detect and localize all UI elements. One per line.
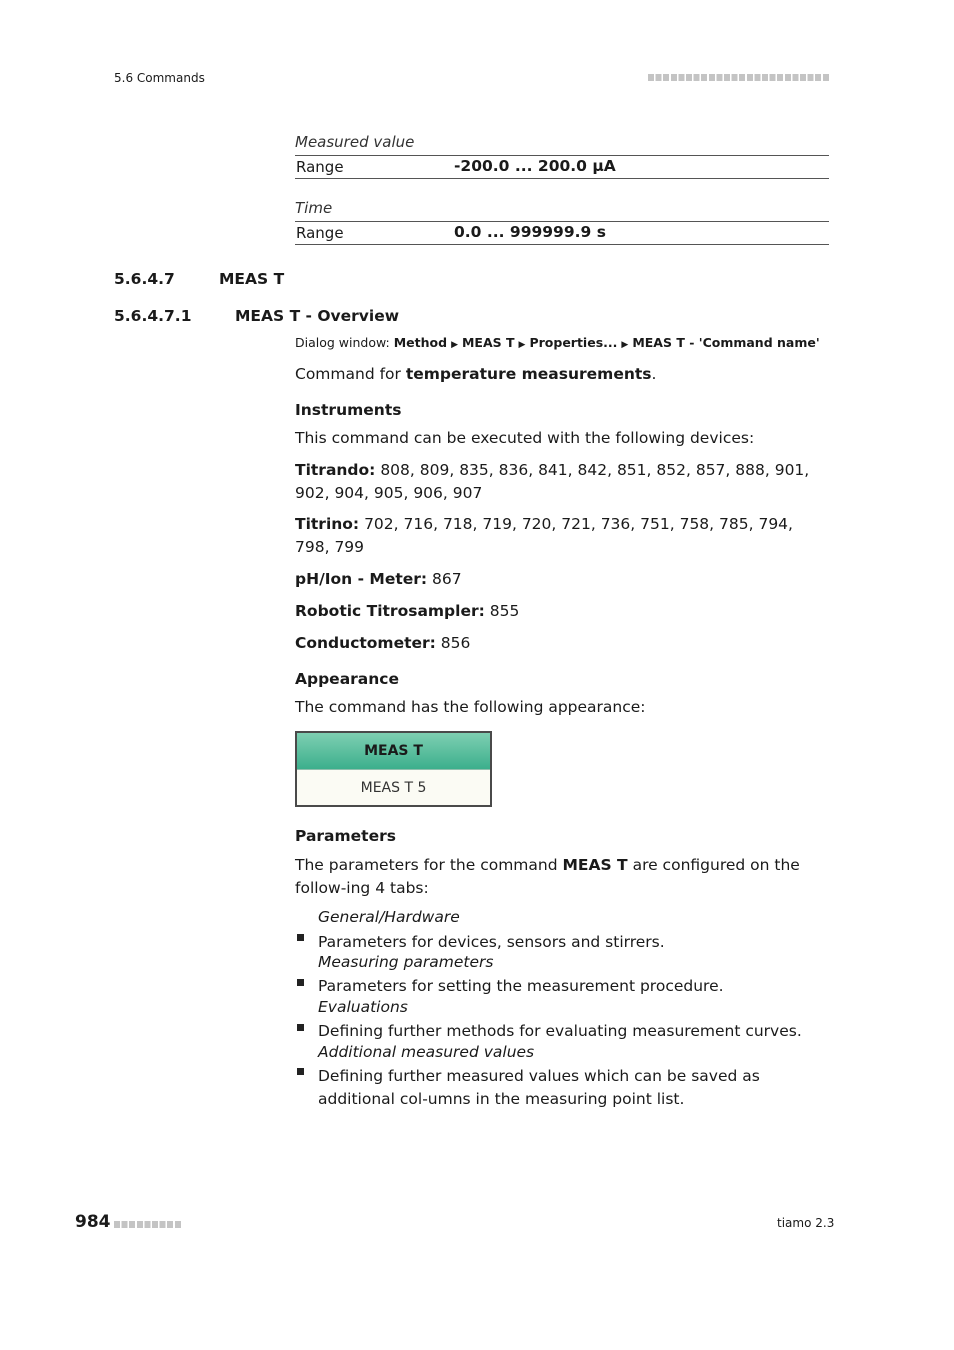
breadcrumb-separator-icon: ▶ [621, 340, 629, 350]
instrument-name: pH/Ion - Meter: [295, 570, 428, 588]
tab-description: Parameters for devices, sensors and stirrers. [318, 933, 665, 951]
param-key: Range [296, 158, 344, 176]
tab-description: Parameters for setting the measurement procedure. [318, 977, 724, 995]
instrument-models: 808, 809, 835, 836, 841, 842, 851, 852, 857, 888, 901, 902, 904, 905, 906, 907 [295, 461, 810, 502]
tab-description: Defining further methods for evaluating measurement curves. [318, 1022, 802, 1040]
footer-dash-ornament [114, 1221, 182, 1228]
parameters-intro-text: The parameters for the command [295, 856, 563, 874]
breadcrumb-item: Method [393, 335, 448, 350]
command-appearance-box [295, 731, 492, 807]
param-key: Range [296, 224, 344, 242]
instrument-models: 855 [484, 602, 520, 620]
bullet-icon [297, 1024, 304, 1031]
intro-paragraph [295, 363, 829, 386]
breadcrumb-prefix: Dialog window: [295, 335, 390, 350]
instrument-titrino [295, 513, 829, 559]
command-box-name: MEAS T 5 [360, 780, 427, 796]
param-value: 0.0 ... 999999.9 s [454, 223, 606, 241]
instrument-name: Titrando: [295, 461, 376, 479]
header-dash-ornament [648, 74, 829, 81]
instrument-conductometer [295, 632, 829, 655]
tab-name: Additional measured values [318, 1043, 535, 1061]
instrument-titrando [295, 459, 829, 505]
instrument-name: Robotic Titrosampler: [295, 602, 485, 620]
bullet-icon [297, 934, 304, 941]
instrument-models: 856 [435, 634, 471, 652]
tab-name: Evaluations [318, 998, 408, 1016]
command-box-title: MEAS T [297, 733, 490, 770]
breadcrumb-separator-icon: ▶ [518, 340, 526, 350]
parameters-heading: Parameters [295, 827, 396, 845]
bullet-icon [297, 979, 304, 986]
parameters-intro-end: are configured on the follow-ing 4 tabs: [295, 856, 800, 897]
tab-name: Measuring parameters [318, 953, 494, 971]
param-label-time: Time [295, 199, 333, 217]
instrument-name: Titrino: [295, 515, 360, 533]
running-header: 5.6 Commands [114, 71, 205, 85]
tab-name: General/Hardware [318, 908, 460, 926]
instrument-ph-ion-meter [295, 568, 829, 591]
instruments-heading: Instruments [295, 401, 402, 419]
breadcrumb-item: MEAS T [461, 335, 515, 350]
page-number: 984 [75, 1212, 111, 1232]
instrument-robotic-titrosampler [295, 600, 829, 623]
param-label-measured-value: Measured value [295, 133, 415, 151]
intro-bold: temperature measurements [405, 365, 652, 383]
breadcrumb-item: Properties... [529, 335, 618, 350]
section-number: 5.6.4.7 [114, 270, 175, 288]
subsection-number: 5.6.4.7.1 [114, 307, 192, 325]
instrument-models: 867 [427, 570, 462, 588]
appearance-intro: The command has the following appearance: [295, 698, 646, 716]
intro-text: Command for [295, 365, 406, 383]
instruments-intro: This command can be executed with the following devices: [295, 429, 755, 447]
bullet-icon [297, 1068, 304, 1075]
param-value: -200.0 ... 200.0 µA [454, 157, 616, 175]
instrument-name: Conductometer: [295, 634, 436, 652]
parameters-intro [295, 854, 829, 900]
param-row-measured-value [295, 155, 829, 179]
breadcrumb-separator-icon: ▶ [451, 340, 458, 350]
intro-end: . [651, 365, 657, 383]
param-row-time [295, 221, 829, 245]
section-title: MEAS T [219, 270, 285, 288]
parameters-intro-bold: MEAS T [562, 856, 628, 874]
breadcrumb-item: MEAS T - 'Command name' [632, 335, 820, 350]
tab-description: Defining further measured values which can be saved as additional col-umns in the measuring point list. [318, 1067, 760, 1108]
appearance-heading: Appearance [295, 670, 399, 688]
dialog-breadcrumb [295, 335, 820, 350]
instrument-models: 702, 716, 718, 719, 720, 721, 736, 751, 758, 785, 794, 798, 799 [295, 515, 793, 556]
product-version: tiamo 2.3 [777, 1216, 835, 1230]
subsection-title: MEAS T - Overview [235, 307, 400, 325]
